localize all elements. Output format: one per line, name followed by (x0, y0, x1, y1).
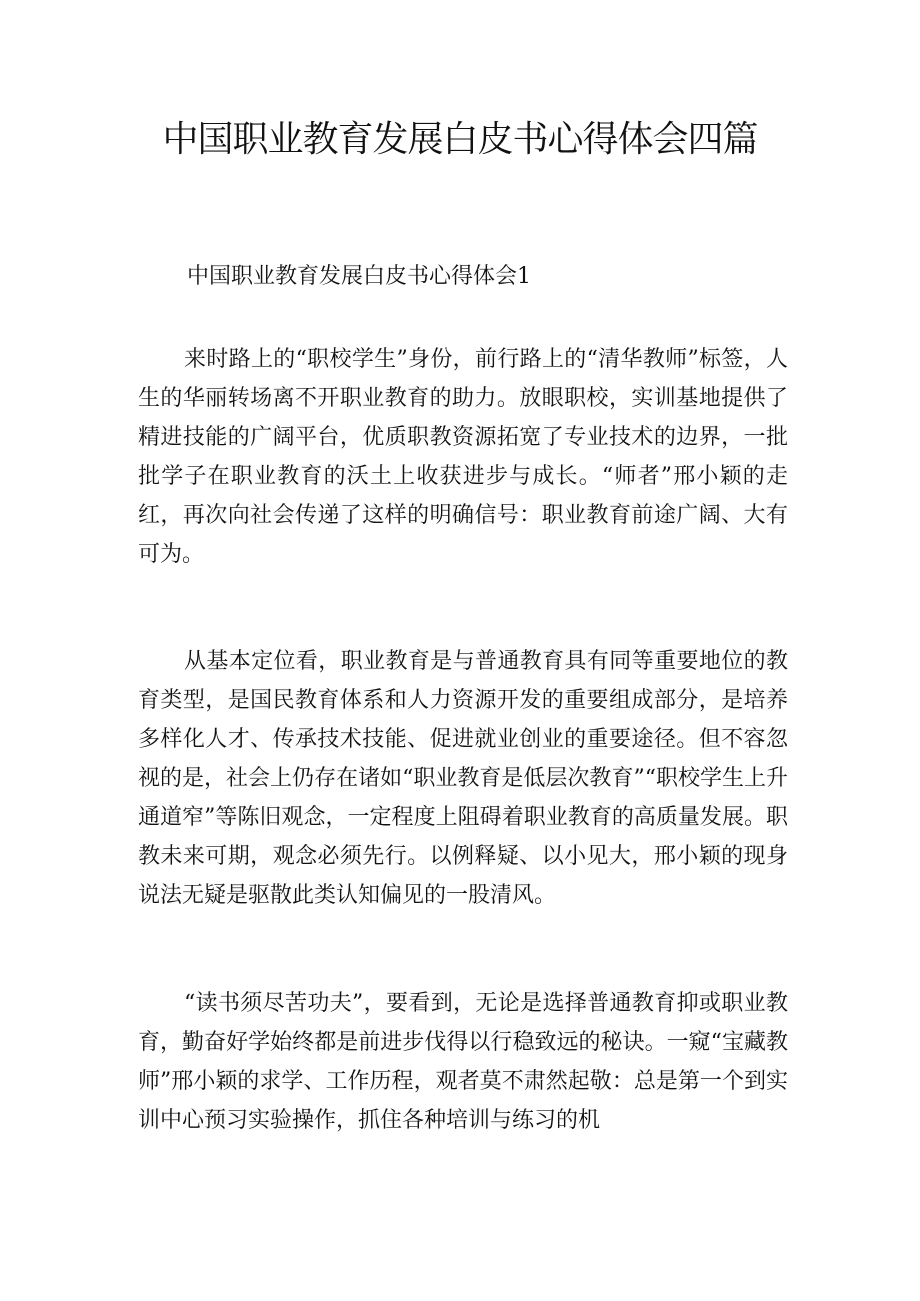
document-title: 中国职业教育发展白皮书心得体会四篇 (162, 119, 758, 160)
paragraph-1: 来时路上的“职校学生”身份，前行路上的“清华教师”标签，人生的华丽转场离不开职业教育的助力。放眼职校，实训基地提供了精进技能的广阔平台，优质职教资源拓宽了专业技术的边界，一批批学子在职业教育的沃土上收获进步与成长。“师者”邢小颖的走红，再次向社会传递了这样的明确信号：职业教育前途广阔、大有可为。 (138, 347, 788, 567)
paragraph-2: 从基本定位看，职业教育是与普通教育具有同等重要地位的教育类型，是国民教育体系和人力资源开发的重要组成部分，是培养多样化人才、传承技术技能、促进就业创业的重要途径。但不容忽视的是，社会上仍存在诸如“职业教育是低层次教育”“职校学生上升通道窄”等陈旧观念，一定程度上阻碍着职业教育的高质量发展。职教未来可期，观念必须先行。以例释疑、以小见大，邢小颖的现身说法无疑是驱散此类认知偏见的一股清风。 (138, 649, 788, 908)
section-heading: 中国职业教育发展白皮书心得体会1 (187, 264, 531, 289)
paragraph-3: “读书须尽苦功夫”，要看到，无论是选择普通教育抑或职业教育，勤奋好学始终都是前进步伐得以行稳致远的秘诀。一窥“宝藏教师”邢小颖的求学、工作历程，观者莫不肃然起敬：总是第一个到实训中心预习实验操作，抓住各种培训与练习的机 (138, 991, 788, 1133)
